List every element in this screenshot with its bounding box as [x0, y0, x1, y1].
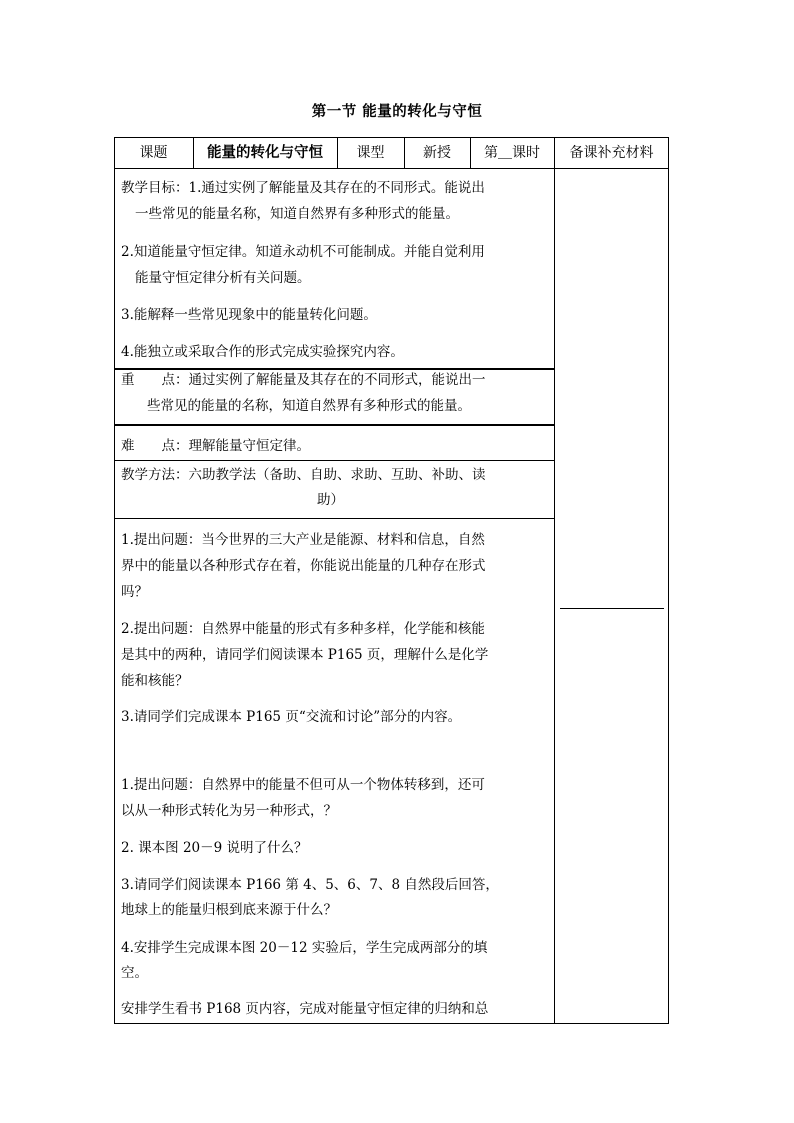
divider: [114, 518, 554, 519]
process-line: 2.提出问题：自然界中能量的形式有多种多样，化学能和核能: [121, 621, 485, 637]
process-line: 2. 课本图 20－9 说明了什么？: [121, 840, 308, 856]
method-line: 教学方法：六助教学法（备助、自助、求助、互助、补助、读: [121, 467, 486, 483]
header-period: 第＿课时: [484, 145, 540, 161]
header-supplement: 备课补充材料: [569, 145, 654, 161]
divider: [114, 460, 554, 461]
header-topic-label: 课题: [139, 145, 168, 161]
divider: [114, 424, 554, 426]
objective-line: 3.能解释一些常见现象中的能量转化问题。: [121, 307, 377, 323]
process-line: 1.提出问题：自然界中的能量不但可从一个物体转移到，还可: [121, 777, 485, 793]
objective-line: 4.能独立或采取合作的形式完成实验探究内容。: [121, 344, 404, 360]
key-point-line: 些常见的能量的名称，知道自然界有多种形式的能量。: [147, 398, 471, 414]
process-line: 吗？: [121, 584, 148, 600]
process-line: 3.请同学们完成课本 P165 页“交流和讨论”部分的内容。: [121, 709, 462, 725]
divider: [114, 168, 669, 169]
process-line: 空。: [121, 965, 148, 981]
process-line: 以从一种形式转化为另一种形式，？: [121, 803, 337, 819]
objective-line: 一些常见的能量名称，知道自然界有多种形式的能量。: [135, 206, 459, 222]
process-line: 能和核能？: [121, 673, 189, 689]
objective-line: 教学目标：1.通过实例了解能量及其存在的不同形式。能说出: [121, 180, 485, 196]
header-topic-value: 能量的转化与守恒: [207, 145, 323, 161]
page-title: 第一节 能量的转化与守恒: [311, 103, 483, 120]
header-type-label: 课型: [356, 145, 385, 161]
objective-line: 2.知道能量守恒定律。知道永动机不可能制成。并能自觉利用: [121, 244, 485, 260]
header-type-value: 新授: [423, 145, 451, 161]
method-line: 助）: [317, 492, 344, 508]
process-line: 界中的能量以各种形式存在着，你能说出能量的几种存在形式: [121, 558, 486, 574]
process-line: 4.安排学生完成课本图 20－12 实验后，学生完成两部分的填: [121, 940, 488, 956]
process-line: 是其中的两种，请同学们阅读课本 P165 页，理解什么是化学: [121, 647, 489, 663]
objective-line: 能量守恒定律分析有关问题。: [135, 270, 311, 286]
divider: [554, 137, 555, 1024]
process-line: 1.提出问题：当今世界的三大产业是能源、材料和信息，自然: [121, 532, 485, 548]
process-line: 地球上的能量归根到底来源于什么？: [121, 902, 337, 918]
difficult-point-line: 难 点：理解能量守恒定律。: [121, 438, 310, 454]
notes-line: [560, 608, 664, 609]
process-line: 安排学生看书 P168 页内容，完成对能量守恒定律的归纳和总: [121, 1001, 489, 1017]
process-line: 3.请同学们阅读课本 P166 第 4、5、6、7、8 自然段后回答，: [121, 877, 499, 893]
key-point-line: 重 点：通过实例了解能量及其存在的不同形式，能说出一: [121, 372, 486, 388]
